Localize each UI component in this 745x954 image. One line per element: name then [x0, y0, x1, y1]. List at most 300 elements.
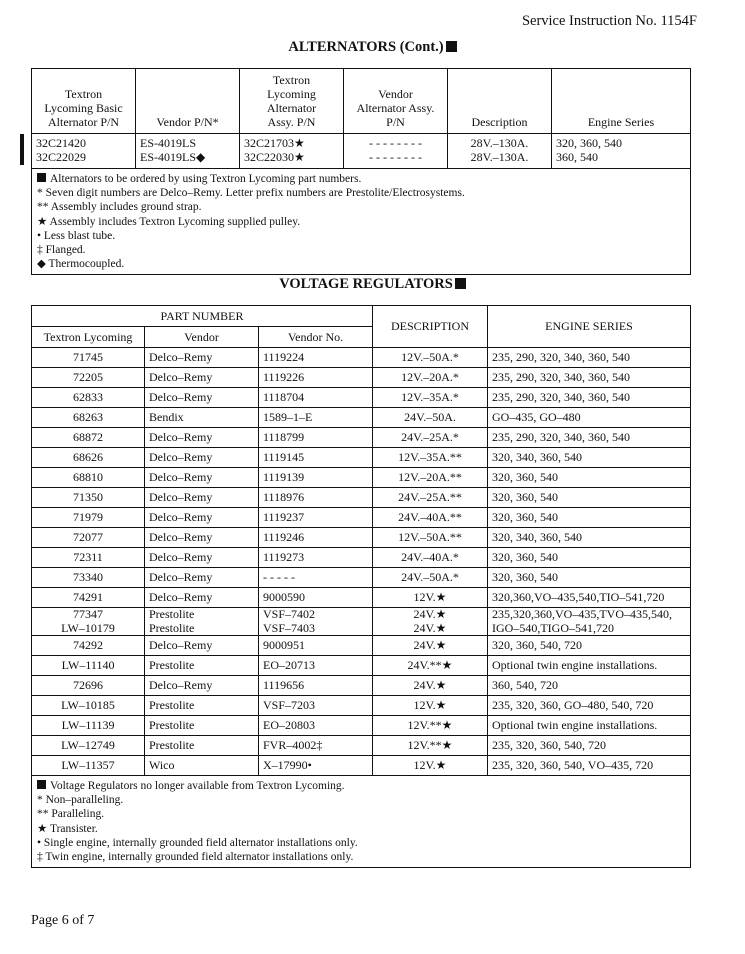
- description-header: [448, 69, 552, 134]
- vendor-cell: [145, 348, 259, 368]
- text-line: 1119273: [263, 549, 305, 564]
- regulator-note-text: ★ Transister.: [37, 822, 98, 835]
- text-line: Delco–Remy: [149, 349, 213, 364]
- description-cell: [373, 696, 488, 716]
- alternator-value: ES-4019LS◆: [140, 150, 206, 164]
- text-line: 71350: [73, 489, 103, 504]
- regulator-row: [32, 716, 691, 736]
- alternators-table: [31, 68, 691, 275]
- vendor-number-cell: [259, 428, 373, 448]
- text-line: LW–11139: [61, 717, 115, 732]
- text-line: 1119224: [263, 349, 305, 364]
- lycoming-pn-cell: [32, 568, 145, 588]
- engine-series-cell: [488, 636, 691, 656]
- text-line: P/N: [386, 115, 405, 129]
- regulator-notes: [32, 776, 691, 868]
- discontinued-square-icon: [37, 780, 46, 789]
- regulator-row: [32, 676, 691, 696]
- description-cell: [373, 408, 488, 428]
- text-line: Vendor P/N*: [156, 115, 219, 129]
- voltage-regulators-title: [0, 276, 745, 293]
- vendor-cell: [145, 568, 259, 588]
- text-line: Delco–Remy: [149, 637, 213, 652]
- regulator-row: [32, 568, 691, 588]
- vendor-cell: [145, 736, 259, 756]
- vendor-cell: [145, 388, 259, 408]
- regulator-row: [32, 696, 691, 716]
- text-line: 12V.★: [413, 697, 447, 712]
- alternator-value: ES-4019LS: [140, 136, 197, 150]
- text-line: Delco–Remy: [149, 677, 213, 692]
- alternators-title: [0, 39, 745, 56]
- alternator-assy-pn-header: [240, 69, 344, 134]
- vendor-number-cell: [259, 588, 373, 608]
- vendor-number-cell: [259, 348, 373, 368]
- vendor-number-cell: [259, 488, 373, 508]
- engine-series-cell: [488, 348, 691, 368]
- text-line: 320, 360, 540: [492, 469, 558, 484]
- text-line: 9000951: [263, 637, 305, 652]
- lycoming-pn-cell: [32, 508, 145, 528]
- text-line: 68263: [73, 409, 103, 424]
- alternators-header-row: [32, 69, 691, 134]
- regulator-row: [32, 736, 691, 756]
- alternator-note-text: • Less blast tube.: [37, 229, 116, 242]
- lycoming-pn-cell: [32, 756, 145, 776]
- regulator-row: [32, 448, 691, 468]
- vendor-cell: [145, 756, 259, 776]
- vendor-cell: [145, 368, 259, 388]
- engine-series-cell: [488, 448, 691, 468]
- vendor-number-cell: [259, 508, 373, 528]
- description-cell: [373, 348, 488, 368]
- text-line: 72205: [73, 369, 103, 384]
- voltage-regulators-table: [31, 305, 691, 868]
- lycoming-pn-cell: [32, 348, 145, 368]
- vendor-number-cell: [259, 756, 373, 776]
- regulator-note-text: ‡ Twin engine, internally grounded field alternator installations only.: [37, 851, 354, 864]
- engine-series-cell: [488, 508, 691, 528]
- alternator-value: 32C21703★: [244, 136, 305, 150]
- text-line: Prestolite: [149, 697, 195, 712]
- text-line: 24V.–40A.**: [398, 509, 462, 524]
- text-line: 320,360,VO–435,540,TIO–541,720: [492, 589, 665, 604]
- description-cell: [373, 656, 488, 676]
- text-line: 1118976: [263, 489, 305, 504]
- regulator-row: [32, 636, 691, 656]
- vendor-cell: [145, 548, 259, 568]
- text-line: VSF–7203: [263, 697, 316, 712]
- regulator-row: [32, 368, 691, 388]
- text-line: 320, 360, 540: [492, 509, 558, 524]
- text-line: FVR–4002‡: [263, 737, 323, 752]
- text-line: 68810: [73, 469, 103, 484]
- text-line: X–17990•: [263, 757, 312, 772]
- vendor-number-cell: [259, 636, 373, 656]
- vendor-pn-cell: [136, 134, 240, 169]
- engine-series-cell: [552, 134, 691, 169]
- text-line: 74291: [73, 589, 103, 604]
- text-line: Prestolite: [149, 607, 195, 621]
- text-line: 1119226: [263, 369, 305, 384]
- vendor-number-cell: [259, 608, 373, 636]
- text-line: 71745: [73, 349, 103, 364]
- alternator-note-text: ★ Assembly includes Textron Lycoming supplied pulley.: [37, 215, 301, 228]
- text-line: Optional twin engine installations.: [492, 657, 658, 672]
- description-cell: [373, 676, 488, 696]
- text-line: 12V.–35A.**: [398, 449, 462, 464]
- text-line: LW–10179: [61, 620, 115, 635]
- text-line: LW–12749: [61, 737, 115, 752]
- lycoming-pn-cell: [32, 736, 145, 756]
- description-cell: [448, 134, 552, 169]
- text-line: Delco–Remy: [149, 529, 213, 544]
- text-line: Delco–Remy: [149, 509, 213, 524]
- description-cell: [373, 636, 488, 656]
- alternator-note-text: Alternators to be ordered by using Textron Lycoming part numbers.: [50, 173, 362, 185]
- vendor-cell: [145, 676, 259, 696]
- description-column-header: DESCRIPTION: [373, 306, 488, 348]
- text-line: 24V.–25A.**: [398, 489, 462, 504]
- text-line: 235, 290, 320, 340, 360, 540: [492, 429, 630, 444]
- alternator-note-text: ** Assembly includes ground strap.: [37, 201, 202, 214]
- alternator-value: - - - - - - - -: [369, 136, 422, 150]
- engine-series-cell: [488, 568, 691, 588]
- engine-series-cell: [488, 736, 691, 756]
- text-line: Vendor: [378, 87, 413, 101]
- text-line: 12V.**★: [407, 737, 453, 752]
- text-line: 24V.–40A.*: [401, 549, 459, 564]
- regulator-note-text: Voltage Regulators no longer available from Textron Lycoming.: [50, 780, 345, 792]
- alternator-note: [37, 172, 685, 186]
- description-cell: [373, 716, 488, 736]
- description-cell: [373, 428, 488, 448]
- text-line: 235, 320, 360, 540, 720: [492, 737, 606, 752]
- regulator-row: [32, 548, 691, 568]
- engine-series-cell: [488, 676, 691, 696]
- vendor-number-cell: [259, 696, 373, 716]
- text-line: IGO–540,TIGO–541,720: [492, 620, 614, 635]
- lycoming-pn-cell: [32, 448, 145, 468]
- text-line: 24V.★: [413, 607, 447, 621]
- alternator-note: [37, 229, 685, 243]
- regulator-row: [32, 428, 691, 448]
- regulator-note: [37, 850, 685, 864]
- text-line: 320, 340, 360, 540: [492, 449, 582, 464]
- text-line: 1118704: [263, 389, 305, 404]
- engine-series-cell: [488, 548, 691, 568]
- text-line: Alternator Assy.: [356, 101, 435, 115]
- vendor-number-column-header: Vendor No.: [259, 327, 373, 348]
- text-line: 24V.★: [413, 637, 447, 652]
- engine-series-cell: [488, 588, 691, 608]
- discontinued-square-icon: [455, 278, 466, 289]
- text-line: Lycoming: [267, 87, 316, 101]
- text-line: 320, 340, 360, 540: [492, 529, 582, 544]
- text-line: 72696: [73, 677, 103, 692]
- text-line: Assy. P/N: [267, 115, 316, 129]
- vendor-pn-header: [136, 69, 240, 134]
- text-line: Delco–Remy: [149, 589, 213, 604]
- text-line: Engine Series: [587, 115, 655, 129]
- text-line: Textron: [64, 87, 103, 101]
- lycoming-pn-cell: [32, 716, 145, 736]
- alternator-note-text: * Seven digit numbers are Delco–Remy. Letter prefix numbers are Prestolite/Electrosystems.: [37, 187, 465, 200]
- text-line: 360, 540, 720: [492, 677, 558, 692]
- engine-series-cell: [488, 528, 691, 548]
- text-line: 68872: [73, 429, 103, 444]
- text-line: Prestolite: [149, 620, 195, 635]
- alternators-notes: [32, 169, 691, 275]
- text-line: Alternator: [266, 101, 317, 115]
- vendor-number-cell: [259, 448, 373, 468]
- text-line: Alternator P/N: [48, 115, 119, 129]
- vendor-number-cell: [259, 408, 373, 428]
- text-line: 72077: [73, 529, 103, 544]
- description-cell: [373, 756, 488, 776]
- engine-series-cell: [488, 408, 691, 428]
- lycoming-pn-cell: [32, 676, 145, 696]
- alternator-note-text: ‡ Flanged.: [37, 244, 86, 257]
- description-cell: [373, 468, 488, 488]
- lycoming-pn-cell: [32, 468, 145, 488]
- vendor-number-cell: [259, 716, 373, 736]
- text-line: 12V.**★: [407, 717, 453, 732]
- regulator-note: [37, 793, 685, 807]
- lycoming-pn-cell: [32, 528, 145, 548]
- alternators-title-text: ALTERNATORS (Cont.): [288, 39, 444, 55]
- lycoming-pn-cell: [32, 368, 145, 388]
- text-line: 235,320,360,VO–435,TVO–435,540,: [492, 607, 672, 621]
- engine-series-cell: [488, 656, 691, 676]
- text-line: Delco–Remy: [149, 449, 213, 464]
- vendor-cell: [145, 588, 259, 608]
- page-number: Page 6 of 7: [31, 913, 95, 928]
- text-line: 24V.–50A.*: [401, 569, 459, 584]
- text-line: Delco–Remy: [149, 489, 213, 504]
- text-line: 73340: [73, 569, 103, 584]
- lycoming-pn-cell: [32, 488, 145, 508]
- regulator-row: [32, 528, 691, 548]
- description-cell: [373, 588, 488, 608]
- text-line: EO–20803: [263, 717, 315, 732]
- text-line: - - - - -: [263, 569, 295, 584]
- text-line: Prestolite: [149, 717, 195, 732]
- text-line: EO–20713: [263, 657, 315, 672]
- alternator-value: 320, 360, 540: [556, 136, 622, 150]
- lycoming-pn-cell: [32, 428, 145, 448]
- vendor-number-cell: [259, 548, 373, 568]
- regulator-row: [32, 348, 691, 368]
- lycoming-pn-cell: [32, 696, 145, 716]
- alternator-value: 32C22030★: [244, 150, 305, 164]
- vendor-cell: [145, 608, 259, 636]
- text-line: 1119237: [263, 509, 305, 524]
- engine-series-cell: [488, 756, 691, 776]
- engine-series-cell: [488, 428, 691, 448]
- regulator-note: [37, 822, 685, 836]
- text-line: 9000590: [263, 589, 305, 604]
- regulator-row: [32, 756, 691, 776]
- regulator-note-text: * Non–paralleling.: [37, 794, 124, 807]
- engine-series-cell: [488, 468, 691, 488]
- basic-alternator-pn-header: [32, 69, 136, 134]
- text-line: 1119139: [263, 469, 305, 484]
- discontinued-square-icon: [446, 41, 457, 52]
- description-cell: [373, 548, 488, 568]
- alternator-value: 28V.–130A.: [470, 136, 529, 150]
- alternators-data-row: [32, 134, 691, 169]
- alternator-value: - - - - - - - -: [369, 150, 422, 164]
- alternator-note: [37, 200, 685, 214]
- alternator-note: [37, 243, 685, 257]
- vendor-cell: [145, 508, 259, 528]
- text-line: 12V.–35A.*: [401, 389, 459, 404]
- text-line: LW–11357: [61, 757, 115, 772]
- text-line: 1119246: [263, 529, 305, 544]
- text-line: Prestolite: [149, 737, 195, 752]
- vendor-number-cell: [259, 368, 373, 388]
- description-cell: [373, 508, 488, 528]
- alternator-note-text: ◆ Thermocoupled.: [37, 258, 125, 271]
- lycoming-pn-cell: [32, 588, 145, 608]
- revision-change-bar: [20, 134, 24, 165]
- text-line: Delco–Remy: [149, 469, 213, 484]
- text-line: 320, 360, 540: [492, 569, 558, 584]
- alternator-value: 28V.–130A.: [470, 150, 529, 164]
- discontinued-square-icon: [37, 173, 46, 182]
- description-cell: [373, 528, 488, 548]
- vendor-number-cell: [259, 656, 373, 676]
- text-line: GO–435, GO–480: [492, 409, 581, 424]
- text-line: 235, 290, 320, 340, 360, 540: [492, 369, 630, 384]
- text-line: 24V.★: [413, 677, 447, 692]
- engine-series-cell: [488, 696, 691, 716]
- alternator-value: 32C22029: [36, 150, 87, 164]
- text-line: 71979: [73, 509, 103, 524]
- voltage-regulators-title-text: VOLTAGE REGULATORS: [279, 276, 453, 292]
- regulator-note: [37, 779, 685, 793]
- regulator-row: [32, 488, 691, 508]
- engine-series-cell: [488, 716, 691, 736]
- vendor-cell: [145, 468, 259, 488]
- description-cell: [373, 448, 488, 468]
- text-line: VSF–7402: [263, 607, 316, 621]
- text-line: 24V.★: [413, 620, 447, 635]
- text-line: Prestolite: [149, 657, 195, 672]
- text-line: 1118799: [263, 429, 305, 444]
- text-line: Lycoming Basic: [44, 101, 123, 115]
- service-instruction-number: Service Instruction No. 1154F: [521, 13, 697, 29]
- vendor-cell: [145, 448, 259, 468]
- lycoming-pn-cell: [32, 636, 145, 656]
- lycoming-pn-cell: [32, 608, 145, 636]
- vendor-alternator-assy-pn-cell: [344, 134, 448, 169]
- text-line: Delco–Remy: [149, 389, 213, 404]
- text-line: 12V.★: [413, 757, 447, 772]
- regulator-note: [37, 807, 685, 821]
- text-line: 235, 320, 360, 540, VO–435, 720: [492, 757, 654, 772]
- regulator-row: [32, 408, 691, 428]
- text-line: Description: [471, 115, 528, 129]
- text-line: 12V.★: [413, 589, 447, 604]
- alternator-note: [37, 257, 685, 271]
- text-line: Delco–Remy: [149, 549, 213, 564]
- text-line: Delco–Remy: [149, 569, 213, 584]
- engine-series-column-header: ENGINE SERIES: [488, 306, 691, 348]
- text-line: 74292: [73, 637, 103, 652]
- text-line: 24V.–50A.: [404, 409, 456, 424]
- text-line: 24V.–25A.*: [401, 429, 459, 444]
- text-line: VSF–7403: [263, 620, 316, 635]
- regulator-note-text: • Single engine, internally grounded field alternator installations only.: [37, 836, 358, 849]
- lycoming-pn-cell: [32, 388, 145, 408]
- text-line: 235, 290, 320, 340, 360, 540: [492, 349, 630, 364]
- vendor-alternator-assy-pn-header: [344, 69, 448, 134]
- alternator-assy-pn-cell: [240, 134, 344, 169]
- vendor-cell: [145, 716, 259, 736]
- regulator-row: [32, 656, 691, 676]
- text-line: Optional twin engine installations.: [492, 717, 658, 732]
- alternator-note: [37, 215, 685, 229]
- engine-series-cell: [488, 608, 691, 636]
- text-line: Delco–Remy: [149, 429, 213, 444]
- vendor-number-cell: [259, 568, 373, 588]
- text-line: 77347: [73, 607, 103, 621]
- alternator-note: [37, 186, 685, 200]
- text-line: Bendix: [149, 409, 184, 424]
- regulator-row: [32, 588, 691, 608]
- text-line: 24V.**★: [407, 657, 453, 672]
- vendor-number-cell: [259, 676, 373, 696]
- lycoming-pn-cell: [32, 548, 145, 568]
- description-cell: [373, 608, 488, 636]
- vendor-number-cell: [259, 388, 373, 408]
- vendor-cell: [145, 636, 259, 656]
- vendor-number-cell: [259, 468, 373, 488]
- text-line: Delco–Remy: [149, 369, 213, 384]
- description-cell: [373, 568, 488, 588]
- part-number-group-header: PART NUMBER: [32, 306, 373, 327]
- description-cell: [373, 736, 488, 756]
- regulator-notes-row: [32, 776, 691, 868]
- description-cell: [373, 388, 488, 408]
- text-line: 1589–1–E: [263, 409, 313, 424]
- text-line: 320, 360, 540, 720: [492, 637, 582, 652]
- text-line: 1119656: [263, 677, 305, 692]
- vendor-cell: [145, 656, 259, 676]
- engine-series-cell: [488, 388, 691, 408]
- text-line: 235, 290, 320, 340, 360, 540: [492, 389, 630, 404]
- lycoming-pn-cell: [32, 656, 145, 676]
- regulator-row: [32, 608, 691, 636]
- text-line: 62833: [73, 389, 103, 404]
- description-cell: [373, 368, 488, 388]
- vendor-column-header: Vendor: [145, 327, 259, 348]
- vendor-number-cell: [259, 528, 373, 548]
- description-cell: [373, 488, 488, 508]
- vendor-cell: [145, 408, 259, 428]
- text-line: Textron: [272, 73, 311, 87]
- text-line: 1119145: [263, 449, 305, 464]
- regulator-row: [32, 388, 691, 408]
- lycoming-pn-cell: [32, 408, 145, 428]
- alternator-value: 32C21420: [36, 136, 87, 150]
- text-line: 12V.–50A.*: [401, 349, 459, 364]
- basic-alternator-pn-cell: [32, 134, 136, 169]
- vendor-cell: [145, 428, 259, 448]
- regulator-row: [32, 508, 691, 528]
